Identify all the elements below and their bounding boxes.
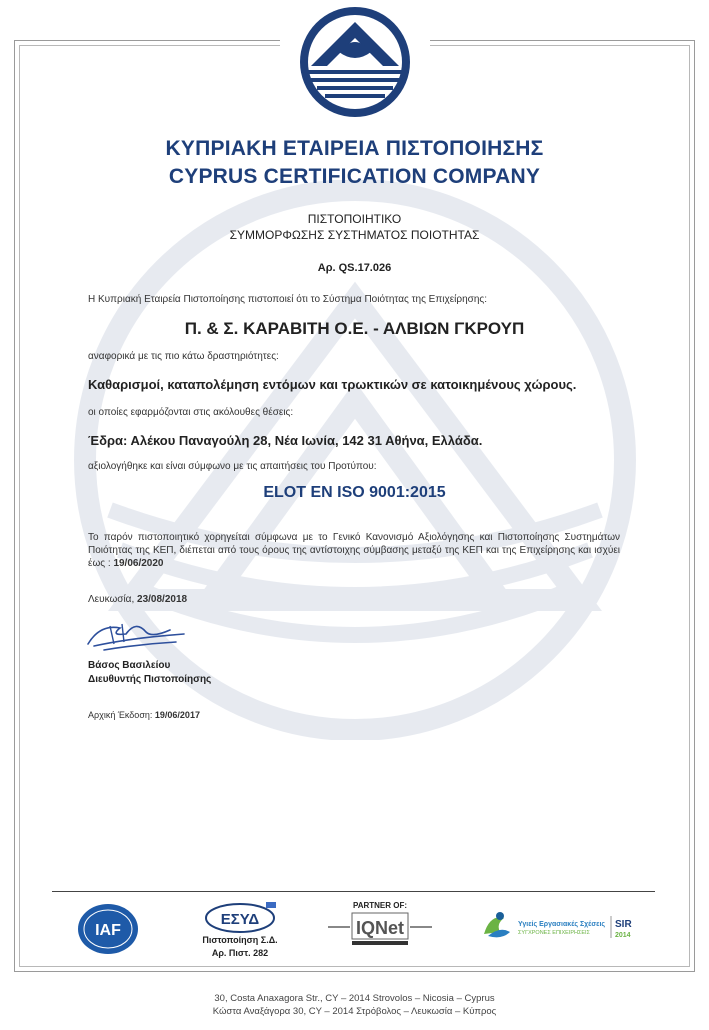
signatory-name: Βάσος Βασιλείου <box>88 660 171 671</box>
partner-of-label: PARTNER OF: <box>352 901 408 910</box>
validity-text: Το παρόν πιστοποιητικό χορηγείται σύμφωνα με το Γενικό Κανονισμό Αξιολόγησης και Πιστοποίησης Συστημάτων Ποιότητας της ΚΕΠ, διέπεται από τους όρους της αντίστοιχης σύμβασης μεταξύ της ΚΕΠ και της Επιχείρησης και ισχύει έως : <box>88 532 620 569</box>
standard-intro: αξιολογήθηκε και είναι σύμφωνο με τις απαιτήσεις του Προτύπου: <box>88 461 377 472</box>
svg-text:IAF: IAF <box>95 922 121 939</box>
svg-text:2014: 2014 <box>615 932 631 939</box>
certified-location: Έδρα: Αλέκου Παναγούλη 28, Νέα Ιωνία, 142 31 Αθήνα, Ελλάδα. <box>88 433 483 448</box>
company-title-greek: ΚΥΠΡΙΑΚΗ ΕΤΑΙΡΕΙΑ ΠΙΣΤΟΠΟΙΗΣΗΣ <box>165 137 544 160</box>
first-issue <box>88 710 200 720</box>
cyprus-certification-logo <box>293 2 417 120</box>
svg-text:Υγιείς Εργασιακές Σχέσεις: Υγιείς Εργασιακές Σχέσεις <box>518 921 606 928</box>
first-issue-date: 19/06/2017 <box>154 710 200 720</box>
certified-company-name: Π. & Σ. ΚΑΡΑΒΙΤΗ Ο.Ε. - ΑΛΒΙΩΝ ΓΚΡΟΥΠ <box>184 319 525 338</box>
validity-paragraph <box>88 531 620 570</box>
issue-date: 23/08/2018 <box>137 594 188 605</box>
certificate-heading-line1: ΠΙΣΤΟΠΟΙΗΤΙΚΟ <box>307 212 402 226</box>
issue-place-date <box>88 594 187 605</box>
iaf-logo <box>76 902 140 956</box>
signature <box>80 614 190 654</box>
svg-text:ΕΣΥΔ: ΕΣΥΔ <box>220 911 260 928</box>
address-english: 30, Costa Anaxagora Str., CY – 2014 Strovolos – Nicosia – Cyprus <box>214 993 495 1004</box>
address-greek: Κώστα Αναξάγορα 30, CY – 2014 Στρόβολος – Λευκωσία – Κύπρος <box>212 1006 497 1017</box>
footer-divider <box>52 891 655 892</box>
certificate-heading-line2: ΣΥΜΜΟΡΦΩΣΗΣ ΣΥΣΤΗΜΑΤΟΣ ΠΟΙΟΤΗΤΑΣ <box>229 228 480 242</box>
svg-text:SIR: SIR <box>615 919 632 930</box>
activities-intro: αναφορικά με τις πιο κάτω δραστηριότητες: <box>88 351 279 362</box>
activities-scope: Καθαρισμοί, καταπολέμηση εντόμων και τρωκτικών σε κατοικημένους χώρους. <box>88 377 577 392</box>
svg-text:IQNet: IQNet <box>355 918 405 938</box>
esyd-certification-label: Πιστοποίηση Σ.Δ. <box>202 935 278 945</box>
first-issue-label: Αρχική Έκδοση: <box>88 710 153 720</box>
valid-until-date: 19/06/2020 <box>113 558 164 569</box>
svg-text:ΣΥΓΧΡΟΝΕΣ ΕΠΙΧΕΙΡΗΣΕΙΣ: ΣΥΓΧΡΟΝΕΣ ΕΠΙΧΕΙΡΗΣΕΙΣ <box>518 930 590 936</box>
certified-standard: ELOT EN ISO 9001:2015 <box>263 484 446 501</box>
issue-place: Λευκωσία, <box>88 594 135 605</box>
certification-intro: Η Κυπριακή Εταιρεία Πιστοποίησης πιστοποιεί ότι το Σύστημα Ποιότητας της Επιχείρησης: <box>88 294 487 305</box>
iqnet-logo <box>326 901 434 951</box>
esyd-certificate-number: Αρ. Πιστ. 282 <box>211 948 269 958</box>
company-title-english: CYPRUS CERTIFICATION COMPANY <box>168 165 541 188</box>
locations-intro: οι οποίες εφαρμόζονται στις ακόλουθες θέσεις: <box>88 407 294 418</box>
certificate-number: Αρ. QS.17.026 <box>317 262 392 274</box>
signatory-title: Διευθυντής Πιστοποίησης <box>88 674 212 685</box>
sir-2014-logo <box>478 906 638 946</box>
